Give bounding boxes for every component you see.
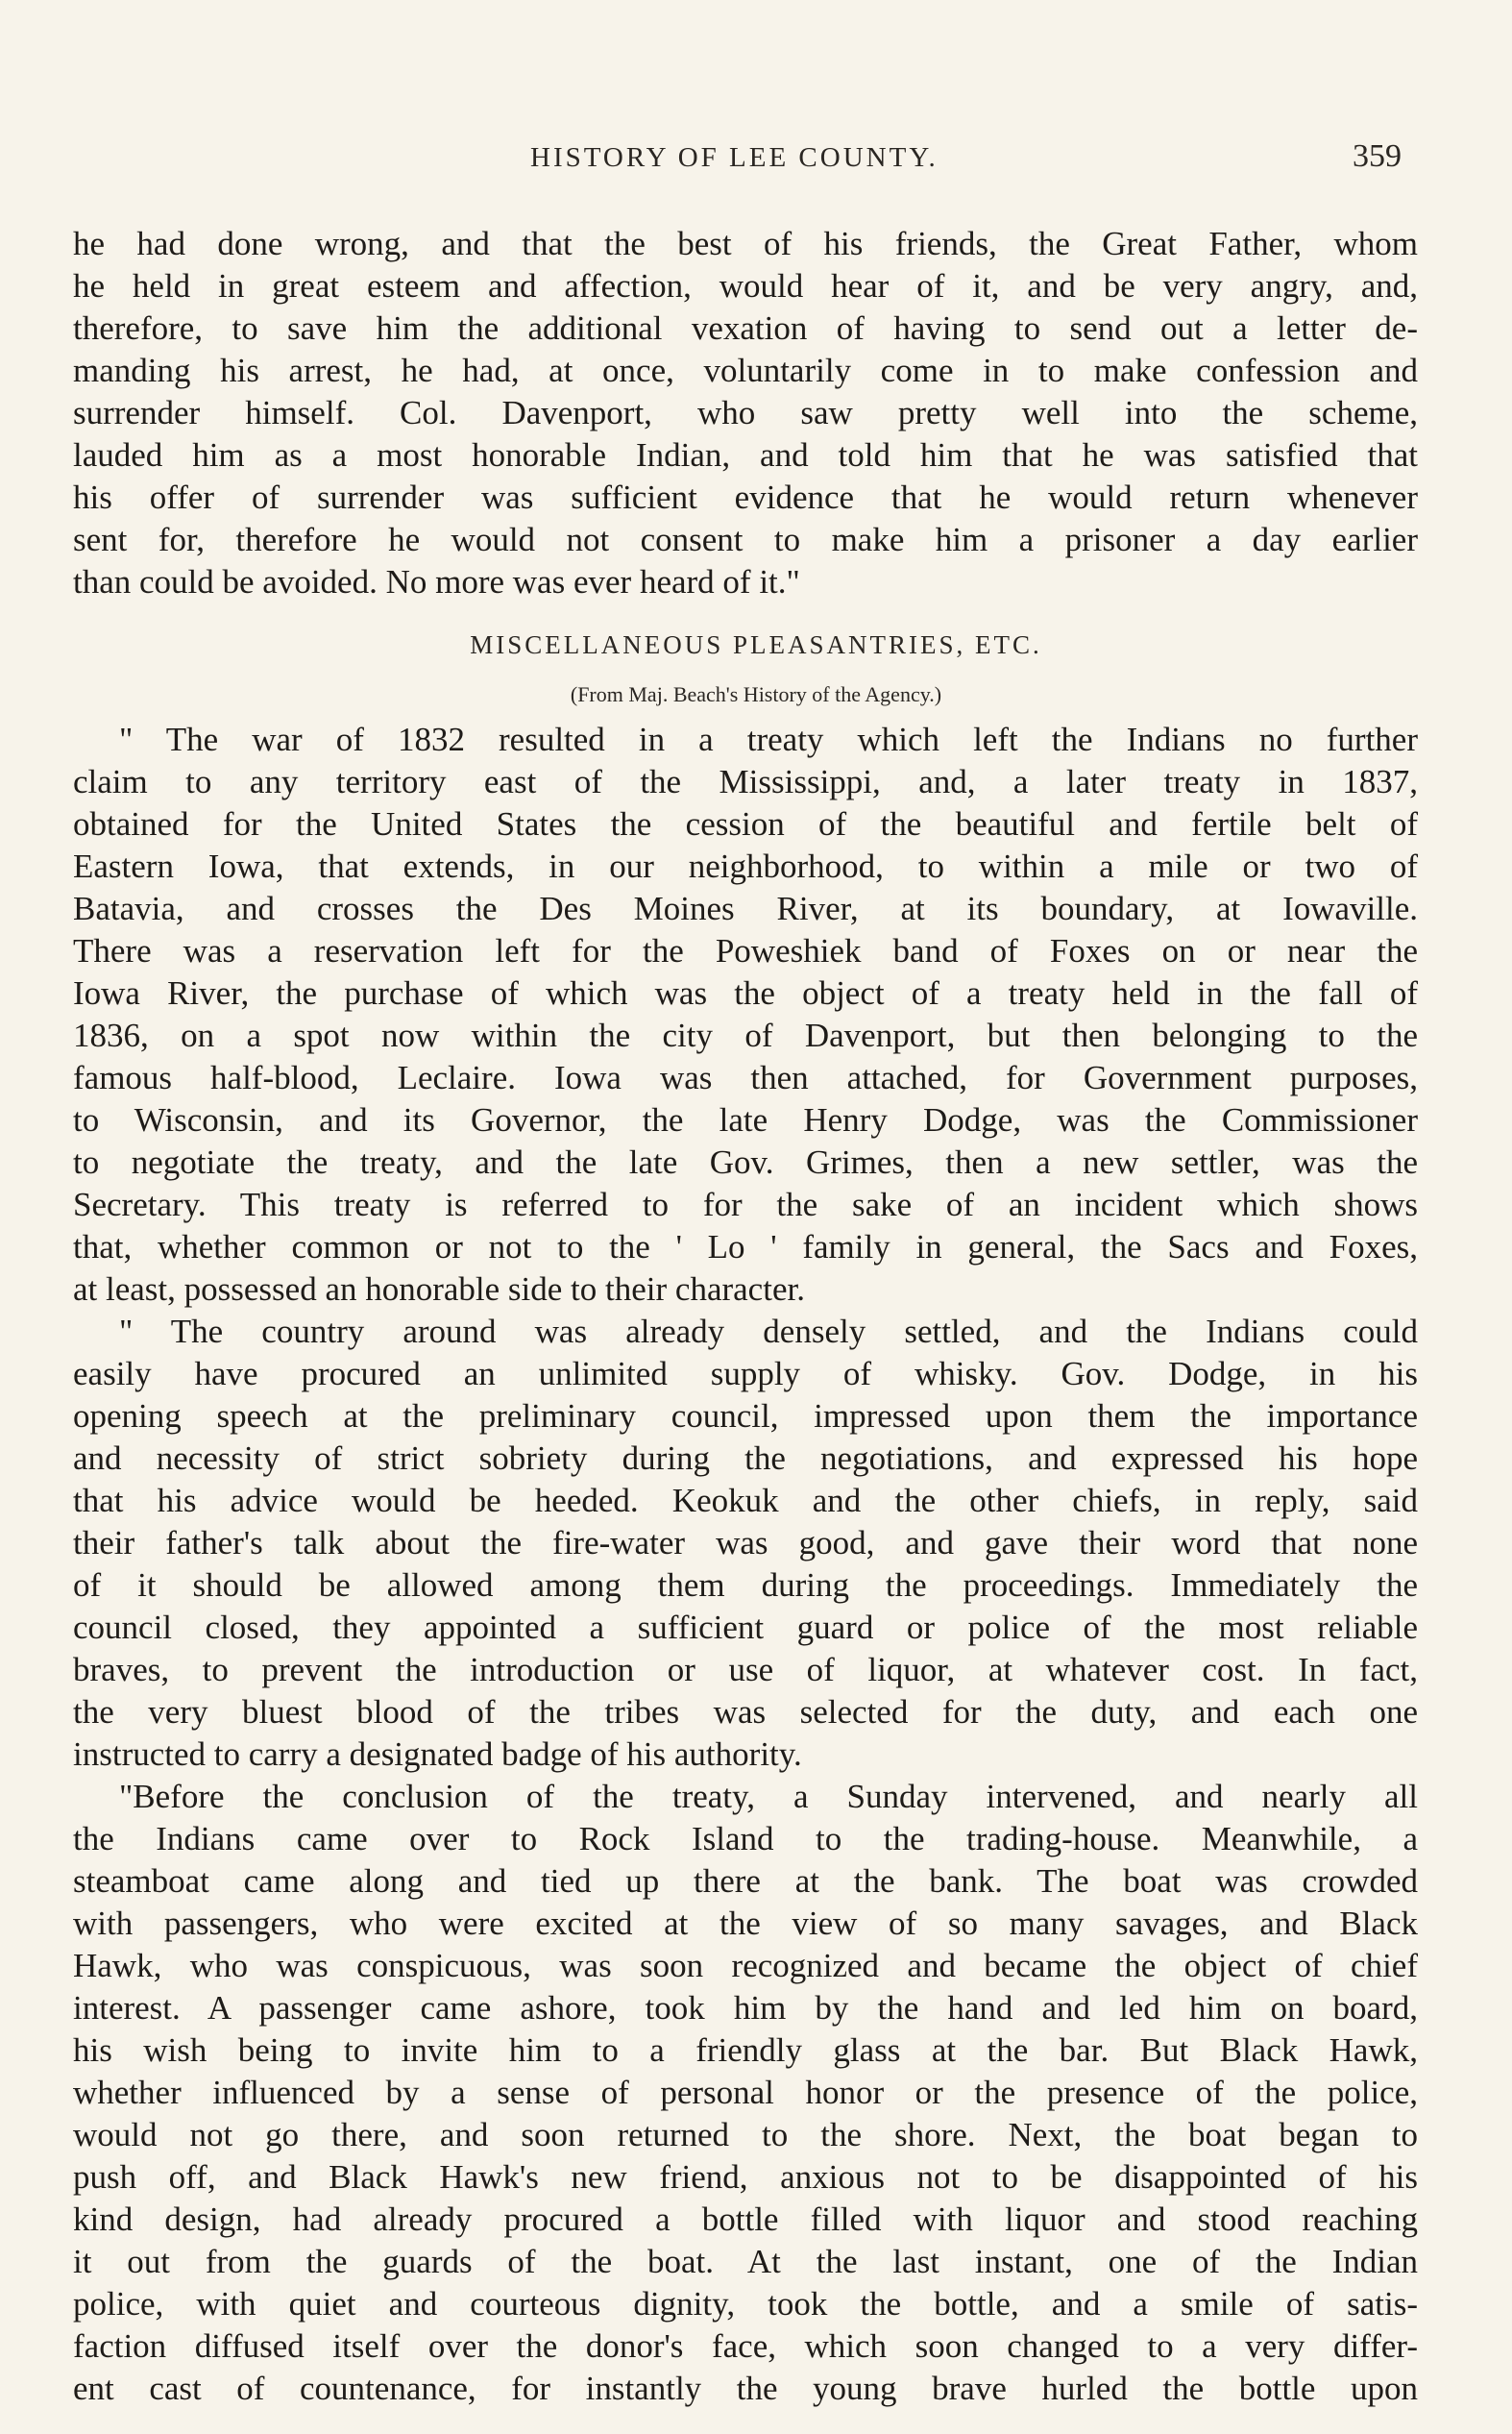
text-line: police, with quiet and courteous dignity, took the bottle, and a smile of satis-: [73, 2285, 1418, 2323]
text-line: "Before the conclusion of the treaty, a Sunday intervened, and nearly all: [119, 1778, 1418, 1815]
text-line: would not go there, and soon returned to the shore. Next, the boat began to: [73, 2116, 1418, 2153]
text-line: Batavia, and crosses the Des Moines River, at its boundary, at Iowaville.: [73, 890, 1418, 927]
section-title: MISCELLANEOUS PLEASANTRIES, ETC.: [470, 630, 1042, 659]
text-line: to Wisconsin, and its Governor, the late Henry Dodge, was the Commissioner: [73, 1101, 1418, 1139]
body-text: [73, 719, 1418, 2410]
text-line: sent for, therefore he would not consent to make him a prisoner a day earlier: [73, 521, 1418, 558]
text-line: that, whether common or not to the ' Lo ' family in general, the Sacs and Foxes,: [73, 1228, 1418, 1266]
text-line: Secretary. This treaty is referred to for the sake of an incident which shows: [73, 1186, 1418, 1223]
text-line: and necessity of strict sobriety during the negotiations, and expressed his hope: [73, 1439, 1418, 1477]
text-line: surrender himself. Col. Davenport, who saw pretty well into the scheme,: [73, 394, 1418, 431]
text-line: whether influenced by a sense of personal honor or the presence of the police,: [73, 2074, 1418, 2111]
section-source: (From Maj. Beach's History of the Agency.): [570, 682, 942, 706]
text-line: braves, to prevent the introduction or use of liquor, at whatever cost. In fact,: [73, 1651, 1418, 1688]
text-line: obtained for the United States the cession of the beautiful and fertile belt of: [73, 805, 1418, 843]
text-line: than could be avoided. No more was ever heard of it.": [73, 563, 800, 601]
text-line: manding his arrest, he had, at once, voluntarily come in to make confession and: [73, 352, 1418, 389]
text-line: famous half-blood, Leclaire. Iowa was then attached, for Government purposes,: [73, 1059, 1418, 1096]
text-line: his wish being to invite him to a friendly glass at the bar. But Black Hawk,: [73, 2031, 1418, 2069]
text-line: that his advice would be heeded. Keokuk and the other chiefs, in reply, said: [73, 1482, 1418, 1519]
text-line: with passengers, who were excited at the view of so many savages, and Black: [73, 1905, 1418, 1942]
text-line: steamboat came along and tied up there at the bank. The boat was crowded: [73, 1862, 1418, 1900]
paragraph-1: [73, 223, 1418, 603]
text-line: at least, possessed an honorable side to their character.: [73, 1270, 805, 1308]
running-head: HISTORY OF LEE COUNTY.: [530, 142, 939, 173]
text-line: therefore, to save him the additional vexation of having to send out a letter de-: [73, 309, 1418, 347]
text-line: Hawk, who was conspicuous, was soon recognized and became the object of chief: [73, 1947, 1418, 1984]
text-line: faction diffused itself over the donor's face, which soon changed to a very differ-: [73, 2327, 1418, 2365]
text-line: instructed to carry a designated badge of his authority.: [73, 1735, 802, 1773]
text-line: to negotiate the treaty, and the late Gov. Grimes, then a new settler, was the: [73, 1143, 1418, 1181]
text-line: " The war of 1832 resulted in a treaty which left the Indians no further: [119, 721, 1418, 758]
text-line: their father's talk about the fire-water was good, and gave their word that none: [73, 1524, 1418, 1561]
text-line: it out from the guards of the boat. At the last instant, one of the Indian: [73, 2243, 1418, 2280]
text-line: Iowa River, the purchase of which was the object of a treaty held in the fall of: [73, 974, 1418, 1012]
text-line: opening speech at the preliminary council, impressed upon them the importance: [73, 1397, 1418, 1435]
text-line: interest. A passenger came ashore, took him by the hand and led him on board,: [73, 1989, 1418, 2027]
text-line: he had done wrong, and that the best of his friends, the Great Father, whom: [73, 225, 1418, 262]
text-line: ent cast of countenance, for instantly the young brave hurled the bottle upon: [73, 2370, 1418, 2407]
text-line: he held in great esteem and affection, would hear of it, and be very angry, and,: [73, 267, 1418, 305]
text-line: There was a reservation left for the Poweshiek band of Foxes on or near the: [73, 932, 1418, 970]
text-line: council closed, they appointed a sufficient guard or police of the most reliable: [73, 1609, 1418, 1646]
text-line: Eastern Iowa, that extends, in our neighborhood, to within a mile or two of: [73, 848, 1418, 885]
text-line: lauded him as a most honorable Indian, and told him that he was satisfied that: [73, 436, 1418, 474]
text-line: easily have procured an unlimited supply of whisky. Gov. Dodge, in his: [73, 1355, 1418, 1392]
text-line: 1836, on a spot now within the city of Davenport, but then belonging to the: [73, 1017, 1418, 1054]
text-line: claim to any territory east of the Mississippi, and, a later treaty in 1837,: [73, 763, 1418, 800]
text-line: the very bluest blood of the tribes was selected for the duty, and each one: [73, 1693, 1418, 1731]
text-line: of it should be allowed among them during the proceedings. Immediately the: [73, 1566, 1418, 1604]
text-line: kind design, had already procured a bottle filled with liquor and stood reaching: [73, 2200, 1418, 2238]
text-line: push off, and Black Hawk's new friend, anxious not to be disappointed of his: [73, 2158, 1418, 2196]
page-number: 359: [1353, 138, 1402, 174]
text-line: the Indians came over to Rock Island to the trading-house. Meanwhile, a: [73, 1820, 1418, 1857]
text-line: his offer of surrender was sufficient evidence that he would return whenever: [73, 479, 1418, 516]
text-line: " The country around was already densely settled, and the Indians could: [119, 1313, 1418, 1350]
